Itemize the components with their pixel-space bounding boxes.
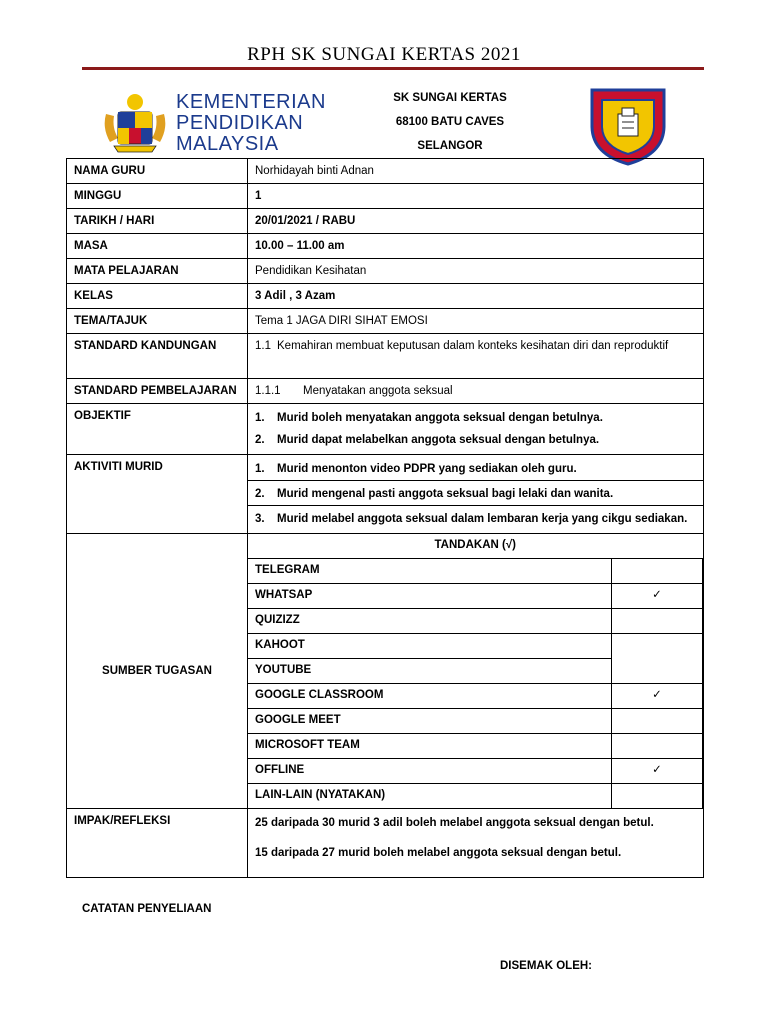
impak-line-1: 25 daripada 30 murid 3 adil boleh melabel anggota seksual dengan betul.: [255, 817, 654, 829]
school-badge-icon: [586, 82, 670, 166]
value-standard-kandungan: [248, 334, 704, 379]
row-masa: [67, 234, 704, 259]
table-row: [248, 609, 703, 634]
disemak-oleh-label: DISEMAK OLEH:: [500, 960, 592, 972]
school-state: SELANGOR: [417, 140, 483, 152]
sumber-mark-7: [612, 709, 703, 734]
value-tarikh: 20/01/2021 / RABU: [248, 209, 704, 234]
table-row: [248, 709, 703, 734]
sumber-name-6: GOOGLE CLASSROOM: [248, 684, 612, 709]
sumber-header: TANDAKAN (√): [248, 534, 703, 559]
label-sumber: SUMBER TUGASAN: [67, 534, 248, 809]
list-item: 1. Murid menonton video PDPR yang sediakan oleh guru.: [255, 458, 696, 480]
malaysia-crest-icon: [100, 88, 170, 158]
ministry-line-3: MALAYSIA: [176, 133, 279, 155]
value-impak: [248, 809, 704, 878]
aktiviti-item-2: Murid mengenal pasti anggota seksual bagi lelaki dan wanita.: [277, 488, 614, 500]
aktiviti-item-1: Murid menonton video PDPR yang sediakan oleh guru.: [277, 463, 577, 475]
list-item: 2. Murid dapat melabelkan anggota seksual dengan betulnya.: [255, 429, 696, 451]
sumber-name-8: MICROSOFT TEAM: [248, 734, 612, 759]
label-mata-pelajaran: MATA PELAJARAN: [67, 259, 248, 284]
standard-pembelajaran-text: Menyatakan anggota seksual: [303, 385, 453, 397]
table-row: [248, 634, 703, 659]
label-tema: TEMA/TAJUK: [67, 309, 248, 334]
label-aktiviti: AKTIVITI MURID: [67, 455, 248, 534]
standard-kandungan-text: Kemahiran membuat keputusan dalam konteks kesihatan diri dan reproduktif: [277, 340, 669, 352]
value-objektif: [248, 404, 704, 455]
value-aktiviti: [248, 455, 704, 534]
objektif-item-2: Murid dapat melabelkan anggota seksual dengan betulnya.: [277, 434, 600, 446]
table-row: [248, 559, 703, 584]
row-tema: [67, 309, 704, 334]
row-nama-guru: [67, 159, 704, 184]
value-standard-pembelajaran: [248, 379, 704, 404]
aktiviti-item-3: Murid melabel anggota seksual dalam lembaran kerja yang cikgu sediakan.: [277, 513, 688, 525]
sumber-name-5: YOUTUBE: [248, 659, 612, 684]
row-tarikh: [67, 209, 704, 234]
objektif-list: [255, 407, 696, 451]
label-masa: MASA: [67, 234, 248, 259]
label-nama-guru: NAMA GURU: [67, 159, 248, 184]
ministry-line-2: PENDIDIKAN: [176, 112, 304, 134]
sumber-name-7: GOOGLE MEET: [248, 709, 612, 734]
row-kelas: [67, 284, 704, 309]
label-kelas: KELAS: [67, 284, 248, 309]
value-sumber: [248, 534, 704, 809]
school-address: [370, 86, 530, 158]
sumber-mark-2: ✓: [612, 584, 703, 609]
sumber-name-2: WHATSAP: [248, 584, 612, 609]
sumber-mark-4: [612, 634, 703, 659]
row-aktiviti: [67, 455, 704, 534]
standard-kandungan-number: 1.1: [255, 340, 271, 352]
list-item: 1. Murid boleh menyatakan anggota seksual dengan betulnya.: [255, 407, 696, 429]
value-mata-pelajaran: Pendidikan Kesihatan: [248, 259, 704, 284]
label-standard-kandungan: STANDARD KANDUNGAN: [67, 334, 248, 379]
title-underline: [82, 67, 704, 70]
table-row: [248, 784, 703, 809]
sumber-mark-9: ✓: [612, 759, 703, 784]
label-minggu: MINGGU: [67, 184, 248, 209]
label-tarikh: TARIKH / HARI: [67, 209, 248, 234]
list-item: 2. Murid mengenal pasti anggota seksual bagi lelaki dan wanita.: [248, 480, 703, 505]
label-objektif: OBJEKTIF: [67, 404, 248, 455]
value-kelas: 3 Adil , 3 Azam: [248, 284, 704, 309]
catatan-penyeliaan-label: CATATAN PENYELIAAN: [82, 903, 212, 915]
row-objektif: [67, 404, 704, 455]
sumber-name-9: OFFLINE: [248, 759, 612, 784]
sumber-name-3: QUIZIZZ: [248, 609, 612, 634]
row-minggu: [67, 184, 704, 209]
row-standard-pembelajaran: [67, 379, 704, 404]
value-nama-guru: Norhidayah binti Adnan: [248, 159, 704, 184]
standard-pembelajaran-number: 1.1.1: [255, 385, 281, 397]
sumber-name-10: LAIN-LAIN (NYATAKAN): [248, 784, 612, 809]
label-impak: IMPAK/REFLEKSI: [67, 809, 248, 878]
table-row: [248, 584, 703, 609]
list-item: 3. Murid melabel anggota seksual dalam lembaran kerja yang cikgu sediakan.: [248, 505, 703, 530]
label-standard-pembelajaran: STANDARD PEMBELAJARAN: [67, 379, 248, 404]
impak-line-2: 15 daripada 27 murid boleh melabel anggota seksual dengan betul.: [255, 847, 622, 859]
school-name: SK SUNGAI KERTAS: [393, 92, 507, 104]
row-sumber: [67, 534, 704, 809]
table-row: [248, 759, 703, 784]
row-standard-kandungan: [67, 334, 704, 379]
sumber-mark-6: ✓: [612, 684, 703, 709]
sumber-table: [248, 534, 703, 808]
value-minggu: 1: [248, 184, 704, 209]
row-mata-pelajaran: [67, 259, 704, 284]
table-row: [248, 734, 703, 759]
value-masa: 10.00 – 11.00 am: [248, 234, 704, 259]
value-tema: Tema 1 JAGA DIRI SIHAT EMOSI: [248, 309, 704, 334]
document-title: RPH SK SUNGAI KERTAS 2021: [247, 44, 521, 65]
table-row: [248, 684, 703, 709]
sumber-name-1: TELEGRAM: [248, 559, 612, 584]
sumber-mark-10: [612, 784, 703, 809]
aktiviti-list: [255, 458, 696, 530]
sumber-mark-1: [612, 559, 703, 584]
school-postcode: 68100 BATU CAVES: [395, 116, 505, 128]
table-row: [248, 659, 703, 684]
sumber-mark-3: [612, 609, 703, 634]
ministry-line-1: KEMENTERIAN: [176, 91, 326, 113]
row-impak: [67, 809, 704, 878]
sumber-mark-5: [612, 659, 703, 684]
sumber-name-4: KAHOOT: [248, 634, 612, 659]
objektif-item-1: Murid boleh menyatakan anggota seksual dengan betulnya.: [277, 412, 603, 424]
sumber-mark-8: [612, 734, 703, 759]
ministry-name: [176, 92, 326, 155]
ministry-logo: [100, 88, 326, 158]
lesson-plan-table: [66, 158, 704, 878]
